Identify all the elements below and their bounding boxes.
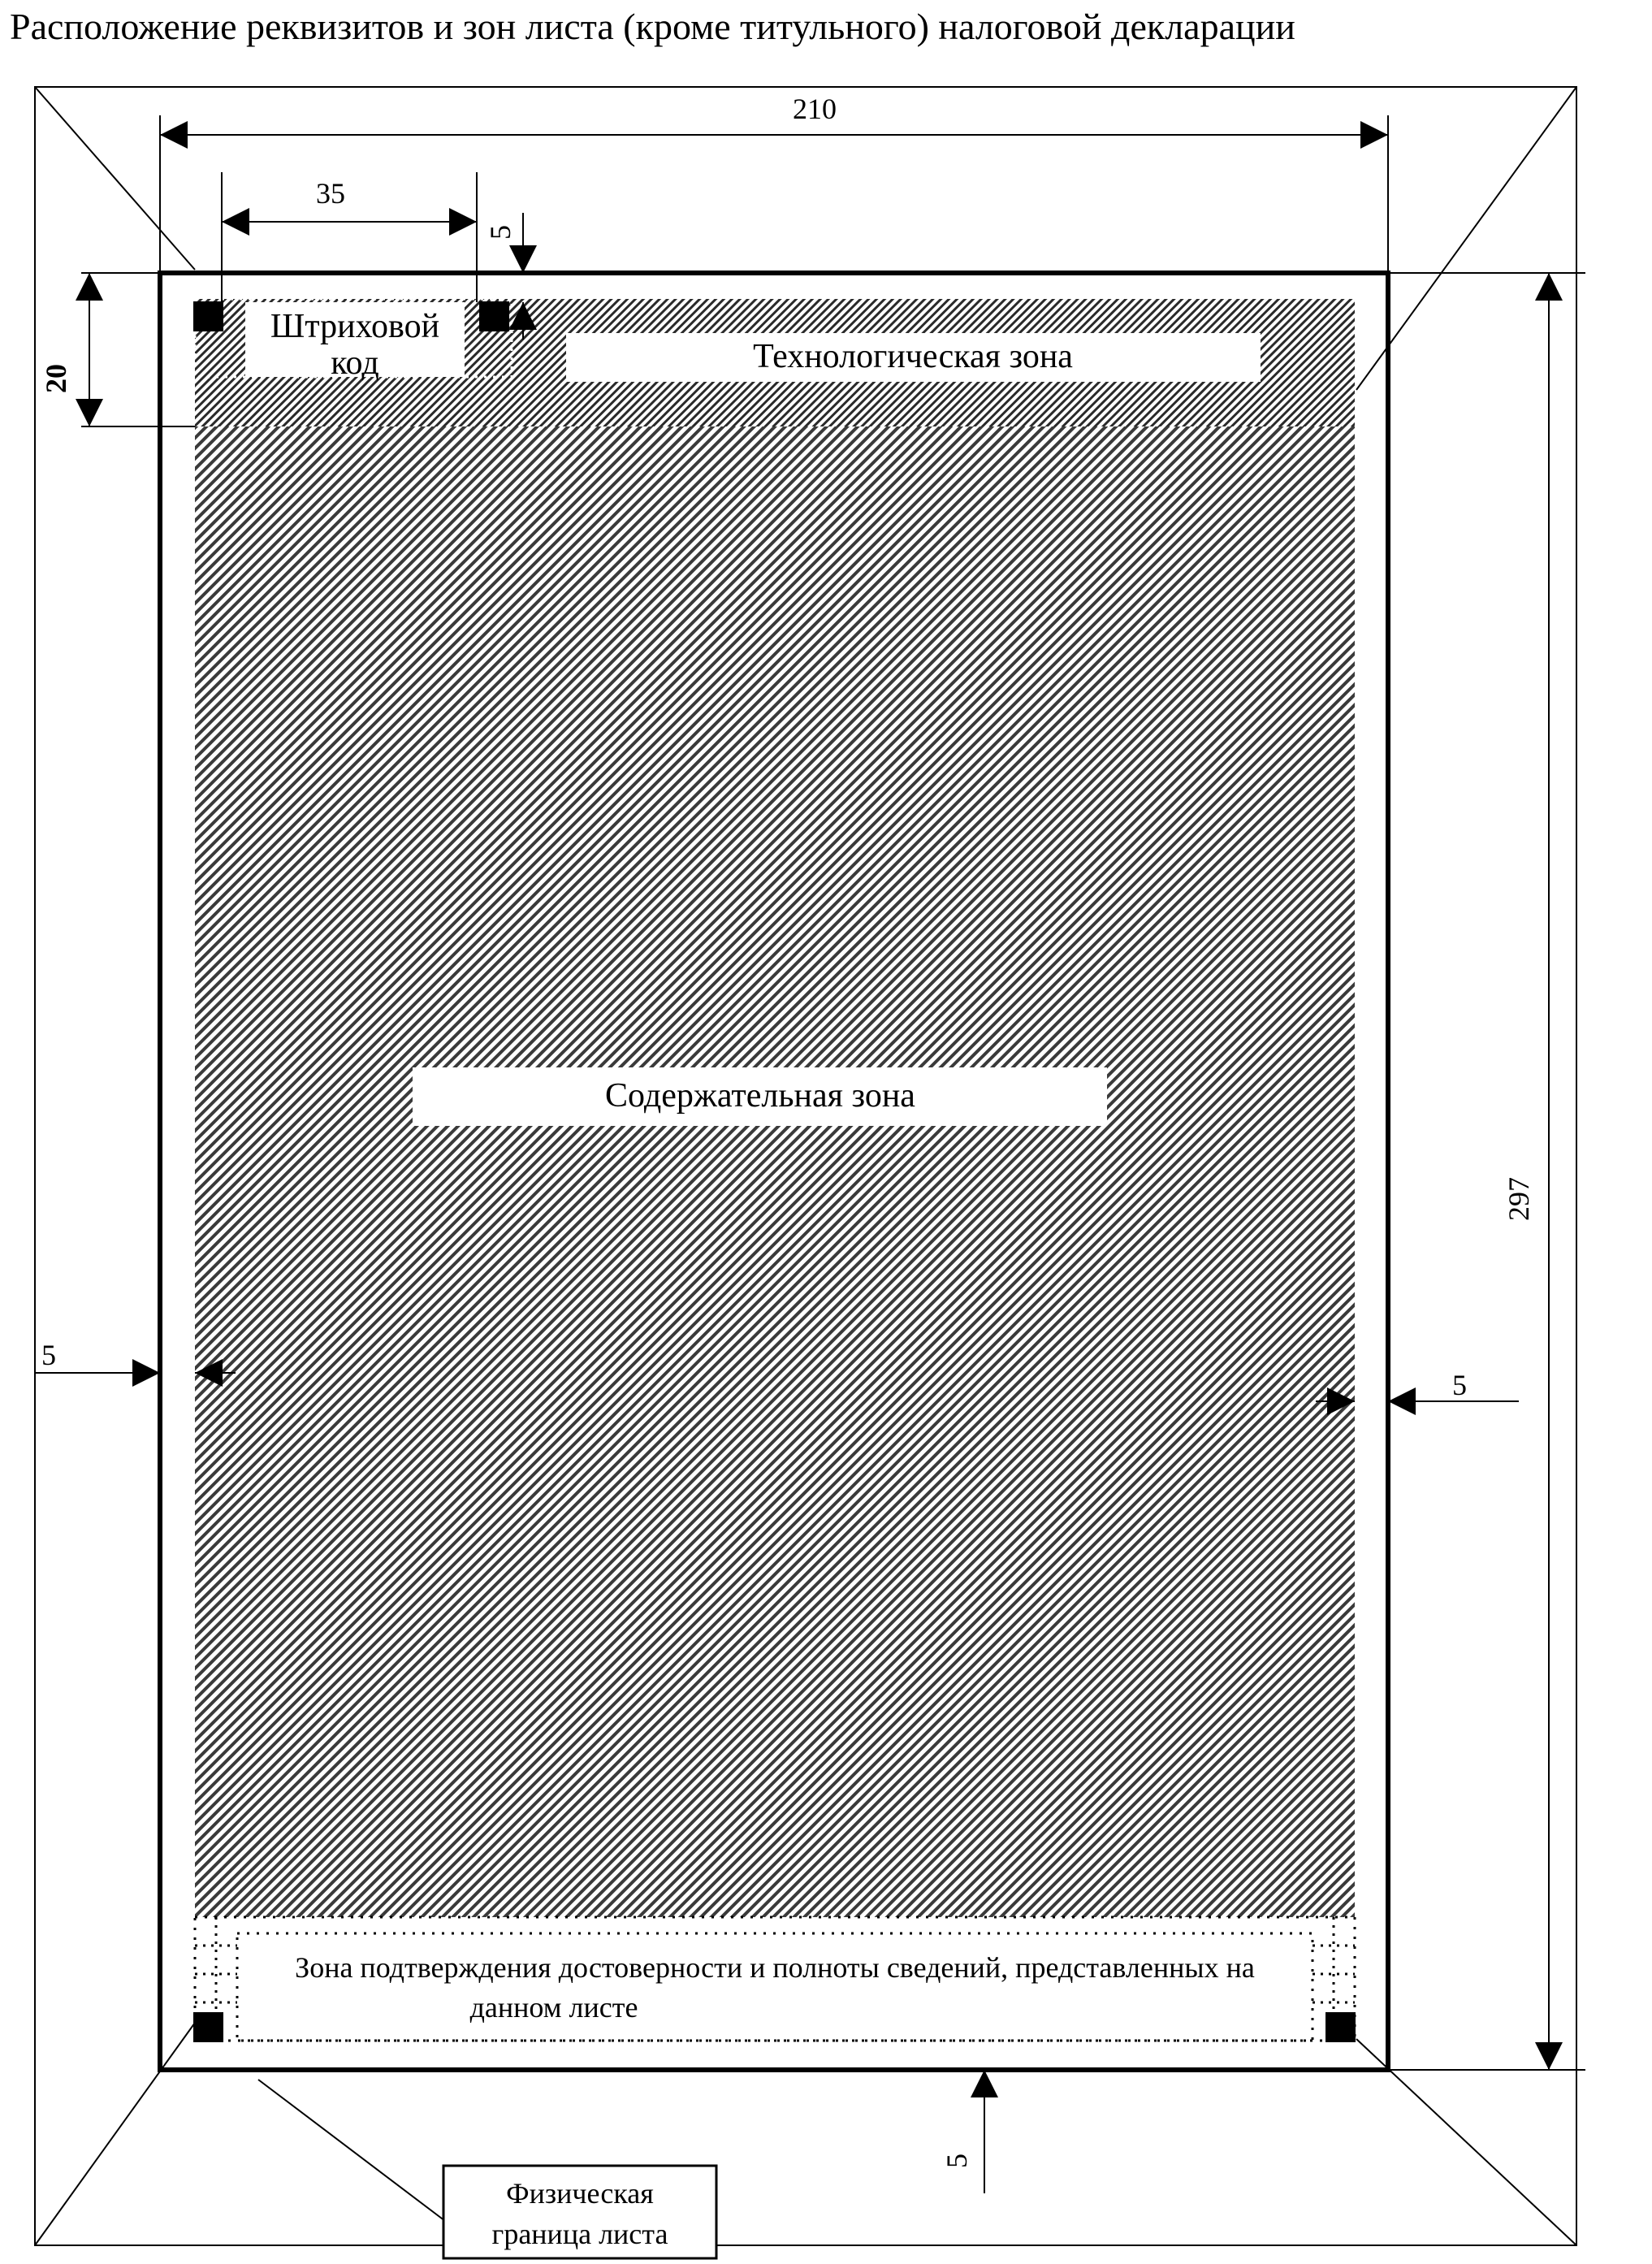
diagram-title: Расположение реквизитов и зон листа (кроме титульного) налоговой декларации [10, 6, 1295, 47]
confirmation-zone-label-line2: данном листе [469, 1991, 638, 2024]
left-margin-label: 5 [41, 1339, 56, 1371]
height-dimension-label: 297 [1503, 1177, 1535, 1221]
bottom-margin-label: 5 [941, 2154, 973, 2168]
width-dimension-label: 210 [793, 93, 837, 125]
content-zone-label: Содержательная зона [605, 1077, 915, 1115]
top-margin-label: 5 [484, 225, 517, 240]
barcode-label-line2: код [331, 344, 379, 382]
marker-square-bottom-left [193, 2012, 223, 2042]
marker-square-top-middle [479, 301, 509, 331]
barcode-label-line1: Штриховой [270, 308, 440, 345]
physical-boundary-callout [258, 2080, 716, 2258]
technological-zone-label: Технологическая зона [753, 338, 1073, 375]
height-dimension [1503, 273, 1549, 2070]
right-margin-label: 5 [1452, 1369, 1467, 1401]
confirmation-zone-label-line1: Зона подтверждения достоверности и полноты сведений, представленных на [295, 1951, 1255, 1984]
marker-square-bottom-right [1325, 2012, 1356, 2042]
width-dimension [160, 93, 1388, 135]
tech-zone-height-label: 20 [40, 364, 72, 393]
marker-square-top-left [193, 301, 223, 331]
tech-zone-height-dimension [40, 273, 89, 426]
bottom-margin-dimension [941, 2070, 984, 2193]
content-zone-hatch [195, 426, 1355, 1917]
callout-line2: граница листа [491, 2218, 668, 2250]
barcode-width-label: 35 [316, 177, 345, 210]
barcode-width-dimension [222, 177, 477, 222]
callout-line1: Физическая [506, 2177, 654, 2210]
